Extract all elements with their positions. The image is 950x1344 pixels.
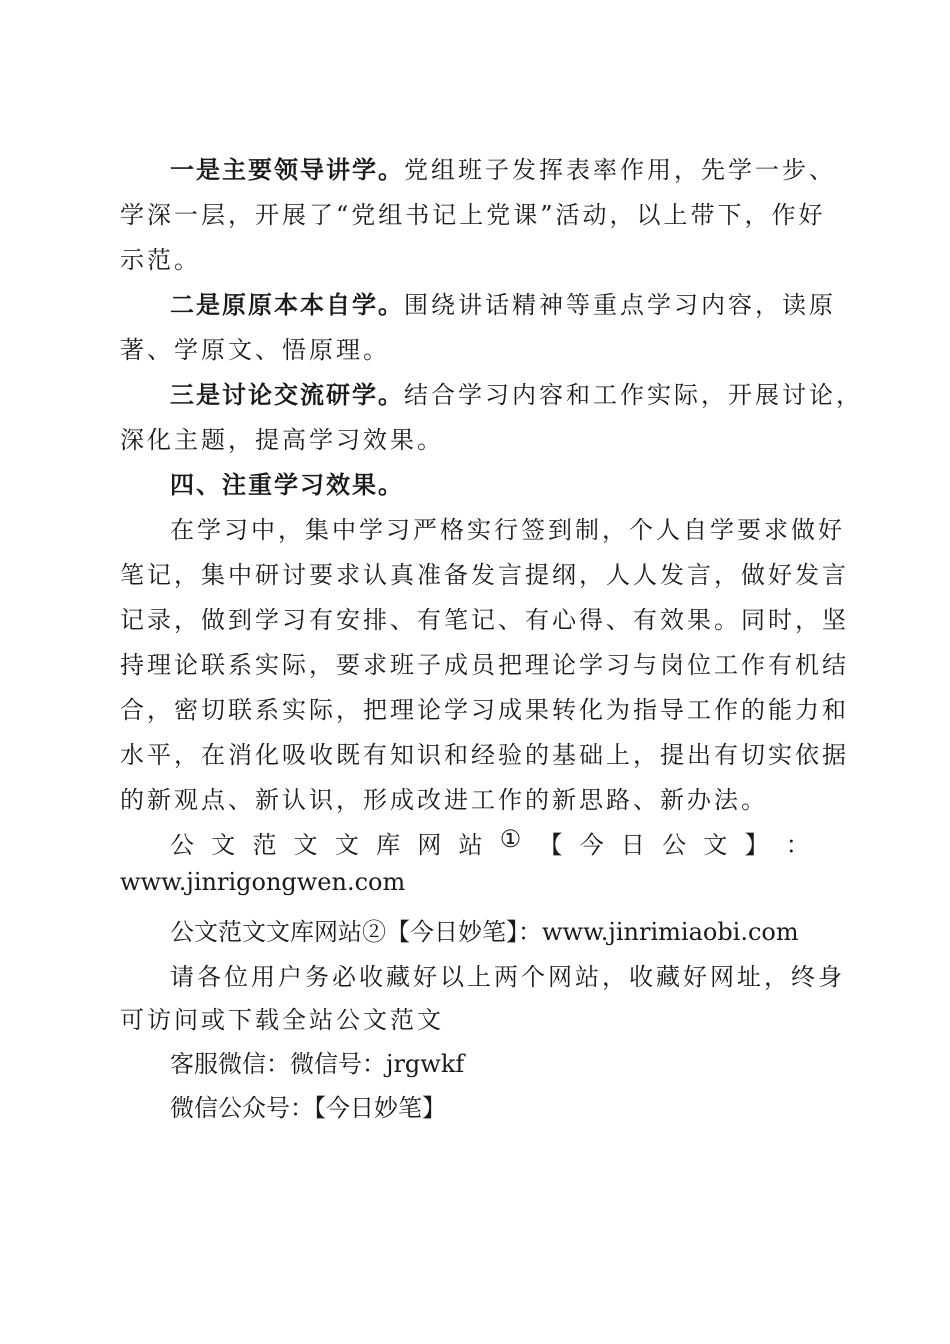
section-heading-4: 四、注重学习效果。 — [170, 471, 404, 499]
site-1-char: ： — [785, 831, 810, 859]
site-1-char: 文 — [703, 831, 728, 859]
site-1-char: 文 — [293, 831, 318, 859]
site-1-char: 【 — [538, 831, 563, 859]
site-1-char: 文 — [211, 831, 236, 859]
paragraph-3-lead: 三是讨论交流研学。 — [170, 381, 404, 409]
paragraph-1-line-2: 学深一层，开展了“党组书记上党课”活动，以上带下，作好 — [120, 201, 826, 229]
wechat-account-line: 微信公众号：【今日妙笔】 — [170, 1094, 446, 1122]
paragraph-3-line-1 — [170, 375, 863, 410]
paragraph-1-line-3: 示范。 — [120, 246, 201, 274]
site-1-char: 】 — [744, 831, 769, 859]
paragraph-4-line-4: 持理论联系实际，要求班子成员把理论学习与岗位工作有机结 — [120, 651, 849, 679]
paragraph-1-lead: 一是主要领导讲学。 — [170, 156, 404, 184]
site-1-line — [170, 825, 810, 860]
site-1-char: 范 — [252, 831, 277, 859]
site-1-char: 公 — [170, 831, 194, 859]
paragraph-2-text: 围绕讲话精神等重点学习内容，读原 — [404, 291, 836, 319]
paragraph-4-line-6: 水平，在消化吸收既有知识和经验的基础上，提出有切实依据 — [120, 741, 849, 769]
site-1-char: 网 — [417, 831, 442, 859]
site-1-url: www.jinrigongwen.com — [120, 868, 406, 896]
notice-line-1: 请各位用户务必收藏好以上两个网站，收藏好网址，终身 — [170, 963, 845, 991]
paragraph-4-line-3: 记录，做到学习有安排、有笔记、有心得、有效果。同时，坚 — [120, 606, 849, 634]
paragraph-3-line-2: 深化主题，提高学习效果。 — [120, 426, 444, 454]
paragraph-4-line-7: 的新观点、新认识，形成改进工作的新思路、新办法。 — [120, 786, 768, 814]
paragraph-2-lead: 二是原原本本自学。 — [170, 291, 404, 319]
paragraph-3-text: 结合学习内容和工作实际，开展讨论， — [404, 381, 863, 409]
customer-service-line: 客服微信：微信号：jrgwkf — [170, 1050, 465, 1078]
site-1-char: 文 — [334, 831, 359, 859]
paragraph-4-line-1: 在学习中，集中学习严格实行签到制，个人自学要求做好 — [170, 516, 845, 544]
paragraph-4-line-2: 笔记，集中研讨要求认真准备发言提纲，人人发言，做好发言 — [120, 561, 849, 589]
paragraph-2-line-1 — [170, 285, 836, 320]
site-1-char: 库 — [376, 831, 401, 859]
paragraph-4-line-5: 合，密切联系实际，把理论学习成果转化为指导工作的能力和 — [120, 696, 849, 724]
site-1-char: 站 — [458, 831, 483, 859]
paragraph-1-text: 党组班子发挥表率作用，先学一步、 — [404, 156, 836, 184]
site-1-char: 今 — [579, 831, 604, 859]
paragraph-1-line-1 — [170, 150, 836, 185]
site-2-line: 公文范文文库网站②【今日妙笔】：www.jinrimiaobi.com — [170, 918, 799, 946]
site-1-char: 日 — [620, 831, 645, 859]
paragraph-2-line-2: 著、学原文、悟原理。 — [120, 336, 390, 364]
notice-line-2: 可访问或下载全站公文范文 — [120, 1006, 444, 1034]
site-1-char: 公 — [662, 831, 687, 859]
site-1-char: ① — [499, 825, 522, 853]
